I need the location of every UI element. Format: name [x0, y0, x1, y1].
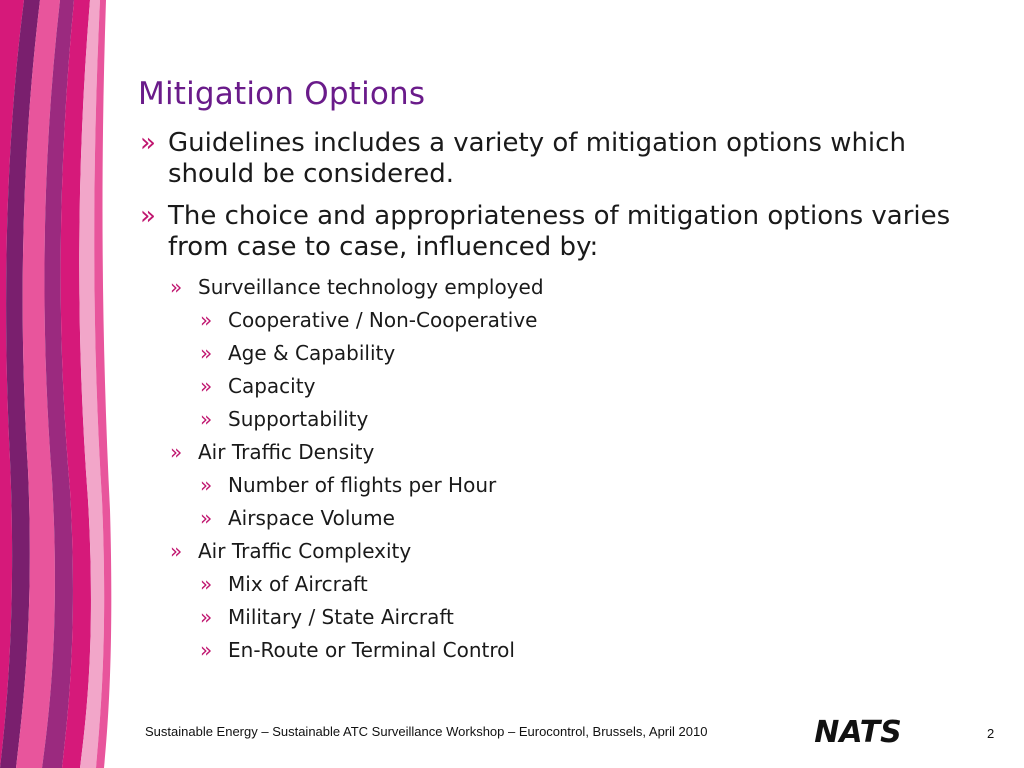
bullet-level-1: [140, 201, 1000, 263]
bullet-level-3: [140, 472, 1000, 498]
bullet-list: [140, 128, 1000, 670]
page-number: 2: [987, 726, 995, 741]
bullet-text: Mix of Aircraft: [228, 572, 368, 596]
bullet-chevron-icon: »: [200, 605, 213, 629]
bullet-text: Airspace Volume: [228, 506, 395, 530]
bullet-text: Military / State Aircraft: [228, 605, 454, 629]
bullet-text: Supportability: [228, 407, 369, 431]
bullet-chevron-icon: »: [200, 341, 213, 365]
bullet-chevron-icon: »: [200, 308, 213, 332]
bullet-text: Number of flights per Hour: [228, 473, 497, 497]
bullet-text: Surveillance technology employed: [198, 275, 544, 299]
bullet-chevron-icon: »: [200, 374, 213, 398]
nats-logo: [780, 716, 936, 746]
bullet-level-2: [140, 538, 1000, 564]
bullet-text: Age & Capability: [228, 341, 396, 365]
bullet-level-2: [140, 439, 1000, 465]
bullet-text: En-Route or Terminal Control: [228, 638, 515, 662]
bullet-chevron-icon: »: [140, 128, 156, 158]
bullet-chevron-icon: »: [170, 440, 183, 464]
bullet-chevron-icon: »: [200, 572, 213, 596]
bullet-level-2: [140, 274, 1000, 300]
bullet-chevron-icon: »: [140, 201, 156, 231]
bullet-level-3: [140, 406, 1000, 432]
bullet-chevron-icon: »: [170, 275, 183, 299]
bullet-text: Cooperative / Non-Cooperative: [228, 308, 538, 332]
bullet-level-3: [140, 307, 1000, 333]
slide-title: Mitigation Options: [138, 76, 426, 112]
bullet-chevron-icon: »: [200, 473, 213, 497]
bullet-text: Capacity: [228, 374, 316, 398]
bullet-level-3: [140, 340, 1000, 366]
svg-text:NATS: NATS: [814, 716, 902, 746]
bullet-text: The choice and appropriateness of mitigation options varies from case to case, influenced by:: [168, 201, 951, 262]
bullet-chevron-icon: »: [200, 506, 213, 530]
bullet-chevron-icon: »: [200, 638, 213, 662]
footer-text: Sustainable Energy – Sustainable ATC Surveillance Workshop – Eurocontrol, Brussels, April 2010: [145, 724, 708, 739]
bullet-level-1: [140, 128, 1000, 190]
bullet-level-3: [140, 505, 1000, 531]
bullet-chevron-icon: »: [200, 407, 213, 431]
bullet-text: Guidelines includes a variety of mitigation options which should be considered.: [168, 128, 906, 189]
bullet-chevron-icon: »: [170, 539, 183, 563]
bullet-level-3: [140, 373, 1000, 399]
bullet-level-3: [140, 637, 1000, 663]
bullet-text: Air Traffic Density: [198, 440, 375, 464]
decorative-stripes: [0, 0, 140, 768]
bullet-text: Air Traffic Complexity: [198, 539, 412, 563]
bullet-level-3: [140, 571, 1000, 597]
bullet-level-3: [140, 604, 1000, 630]
